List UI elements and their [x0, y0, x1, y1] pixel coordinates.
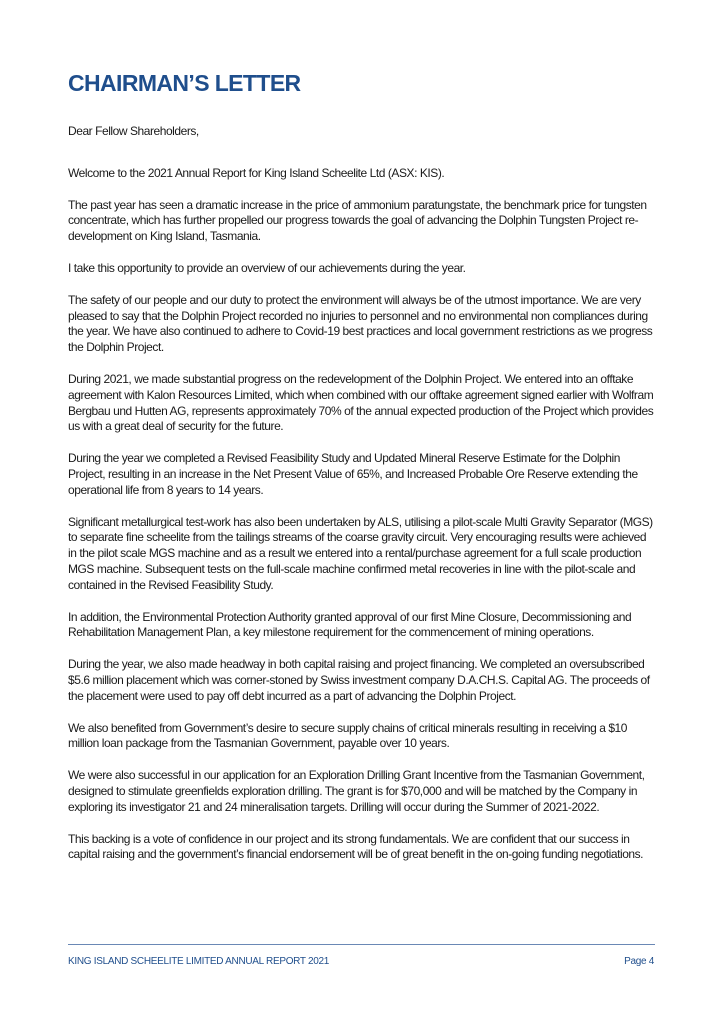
text-line: Rehabilitation Management Plan, a key milestone requirement for the commencement of mining operations. — [68, 625, 594, 640]
text-line: the Dolphin Project. — [68, 340, 164, 355]
paragraph — [68, 721, 668, 753]
text-line: We were also successful in our application for an Exploration Drilling Grant Incentive from the Tasmanian Government, — [68, 768, 645, 783]
text-line: In addition, the Environmental Protection Authority granted approval of our first Mine Closure, Decommissioning and — [68, 609, 632, 624]
text-line: Significant metallurgical test-work has also been undertaken by ALS, utilising a pilot-scale Multi Gravity Separator (MGS) — [68, 514, 653, 529]
text-line: During the year, we also made headway in both capital raising and project financing. We completed an oversubscribed — [68, 657, 645, 672]
paragraph — [68, 657, 668, 704]
text-line: I take this opportunity to provide an overview of our achievements during the year. — [68, 260, 466, 275]
text-line: MGS machine. Subsequent tests on the full-scale machine confirmed metal recoveries in line with the pilot-scale and — [68, 561, 636, 576]
salutation — [68, 124, 668, 140]
text-line: This backing is a vote of confidence in our project and its strong fundamentals. We are confident that our success in — [68, 831, 630, 846]
text-line: During the year we completed a Revised Feasibility Study and Updated Mineral Reserve Estimate for the Dolphin — [68, 451, 620, 466]
footer-report-title: KING ISLAND SCHEELITE LIMITED ANNUAL REPORT 2021 — [68, 956, 330, 967]
text-line: The past year has seen a dramatic increase in the price of ammonium paratungstate, the benchmark price for tungsten — [68, 197, 647, 212]
text-line: us with a great deal of security for the future. — [68, 419, 284, 434]
text-line: Bergbau und Hutten AG, represents approximately 70% of the annual expected production of the Project which provides — [68, 403, 654, 418]
text-line: designed to stimulate greenfields exploration drilling. The grant is for $70,000 and will be matched by the Company in — [68, 783, 638, 798]
paragraph — [68, 293, 668, 356]
paragraph — [68, 515, 668, 594]
text-line: We also benefited from Government’s desire to secure supply chains of critical minerals resulting in receiving a $10 — [68, 720, 627, 735]
text-line: The safety of our people and our duty to protect the environment will always be of the utmost importance. We are very — [68, 292, 641, 307]
text-line: $5.6 million placement which was corner-stoned by Swiss investment company D.A.CH.S. Capital AG. The proceeds of — [68, 672, 650, 687]
paragraph — [68, 198, 668, 245]
text-line: the year. We have also continued to adhere to Covid-19 best practices and local government restrictions as we progress — [68, 324, 653, 339]
text-line: Welcome to the 2021 Annual Report for King Island Scheelite Ltd (ASX: KIS). — [68, 165, 445, 180]
text-line: agreement with Kalon Resources Limited, which when combined with our offtake agreement signed earlier with Wolfram — [68, 387, 654, 402]
page-number: Page 4 — [624, 956, 654, 967]
paragraph — [68, 832, 668, 864]
paragraph — [68, 261, 668, 277]
text-line: million loan package from the Tasmanian Government, payable over 10 years. — [68, 736, 450, 751]
text-line: in the pilot scale MGS machine and as a result we entered into a rental/purchase agreement for a full scale production — [68, 546, 642, 561]
text-line: During 2021, we made substantial progress on the redevelopment of the Dolphin Project. We entered into an offtake — [68, 371, 634, 386]
text-line: exploring its investigator 21 and 24 mineralisation targets. Drilling will occur during the Summer of 2021-2022. — [68, 799, 600, 814]
text-line: development on King Island, Tasmania. — [68, 229, 261, 244]
paragraph — [68, 372, 668, 435]
text-line: capital raising and the government’s financial endorsement will be of great benefit in the on-going funding negotiations. — [68, 847, 644, 862]
paragraph — [68, 610, 668, 642]
letter-body — [68, 124, 668, 879]
paragraph — [68, 166, 668, 182]
text-line: pleased to say that the Dolphin Project recorded no injuries to personnel and no environmental non compliances during — [68, 308, 648, 323]
text-line: the placement were used to pay off debt incurred as a part of advancing the Dolphin Project. — [68, 688, 517, 703]
text-line: operational life from 8 years to 14 years. — [68, 482, 264, 497]
text-line: concentrate, which has further propelled our progress towards the goal of advancing the Dolphin Tungsten Project re- — [68, 213, 639, 228]
paragraph — [68, 451, 668, 498]
page-title: CHAIRMAN’S LETTER — [68, 70, 301, 96]
text-line: to separate fine scheelite from the tailings streams of the coarse gravity circuit. Very encouraging results were achieved — [68, 530, 647, 545]
footer-divider — [68, 944, 655, 945]
paragraph — [68, 768, 668, 815]
text-line: Dear Fellow Shareholders, — [68, 124, 199, 138]
text-line: contained in the Revised Feasibility Study. — [68, 577, 274, 592]
text-line: Project, resulting in an increase in the Net Present Value of 65%, and Increased Probable Ore Reserve extending the — [68, 466, 638, 481]
